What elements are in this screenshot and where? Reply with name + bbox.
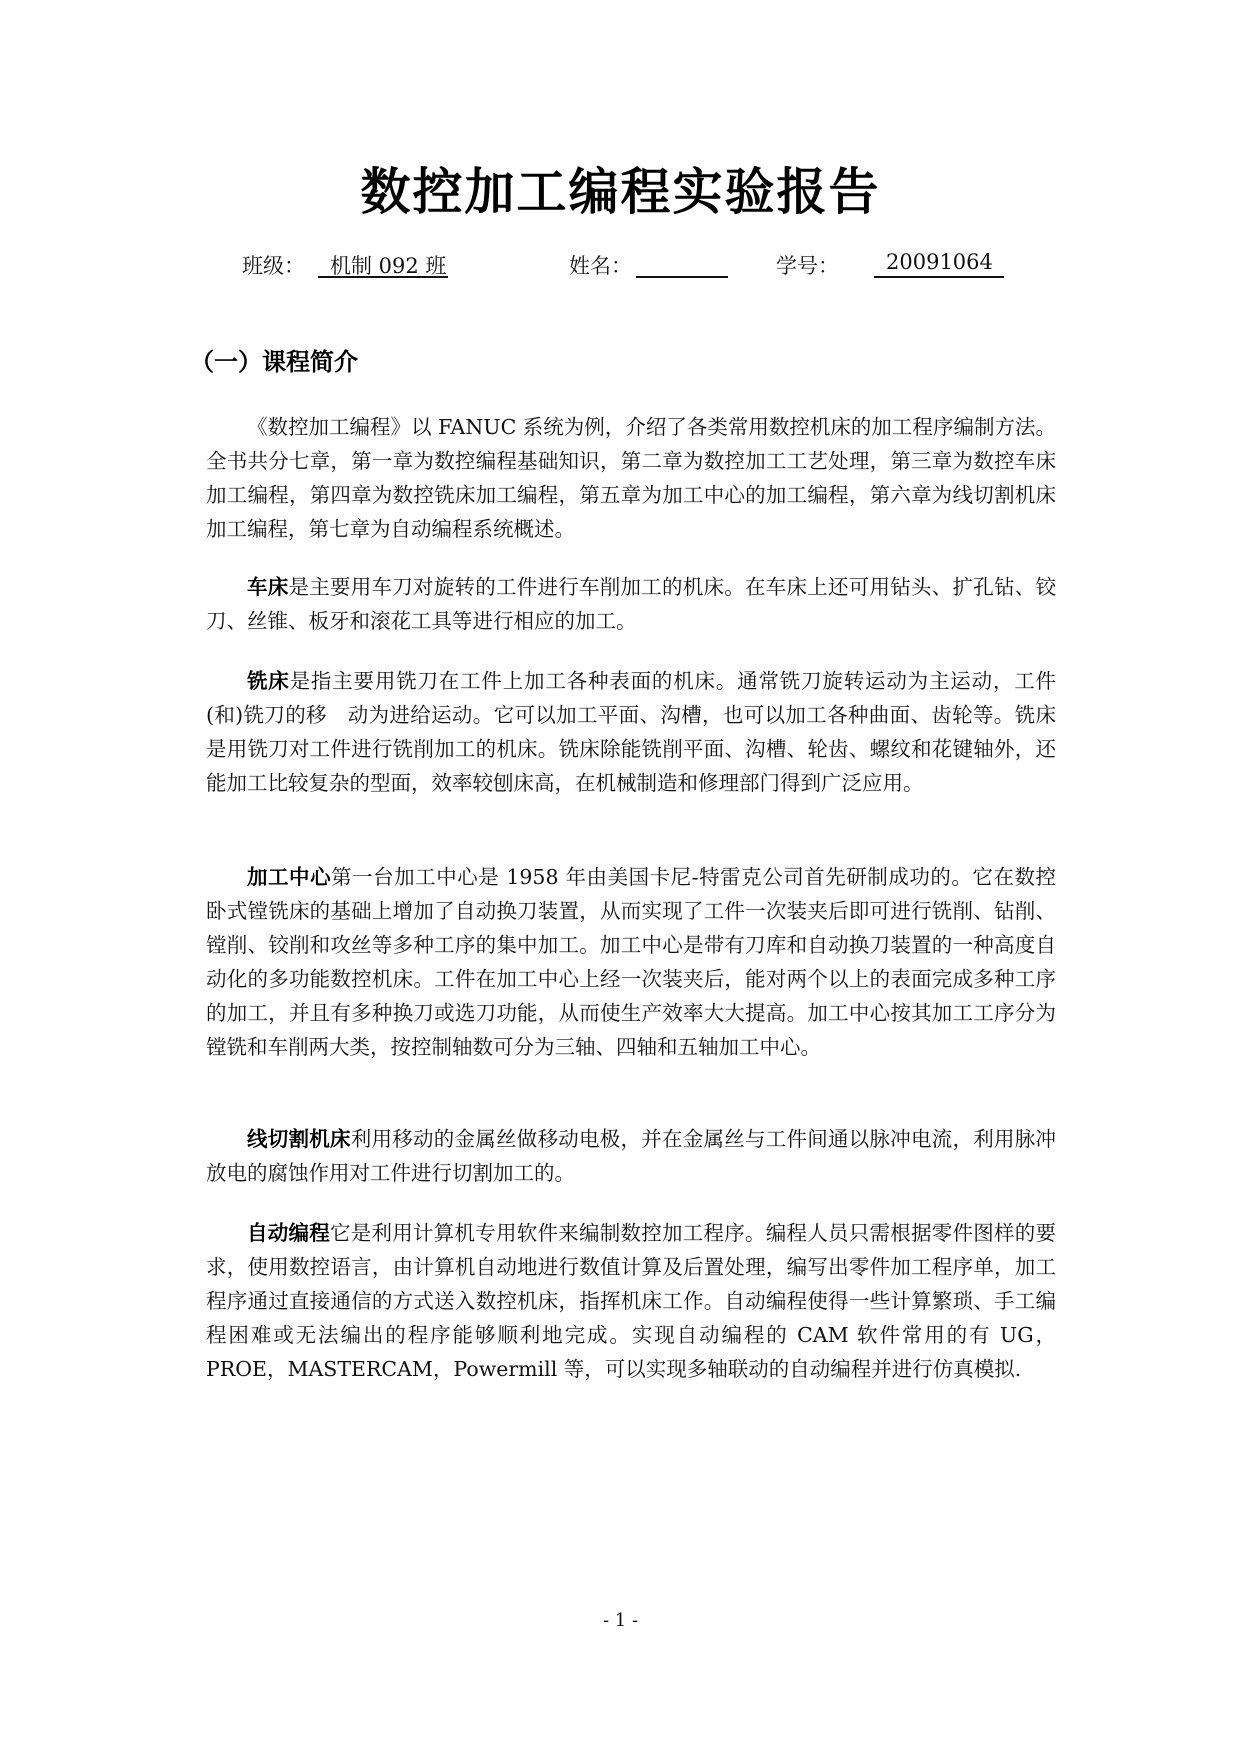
auto-programming-text: 它是利用计算机专用软件来编制数控加工程序。编程人员只需根据零件图样的要求，使用数控语言，由计算机自动地进行数值计算及后置处理，编写出零件加工程序单，加工程序通过直接通信的方式送入数控机床，指挥机床工作。自动编程使得一些计算繁琐、手工编程困难或无法编出的程序能够顺利地完成。实现自动编程的 CAM 软件常用的有 UG，PROE，MASTERCAM，Powermill 等，可以实现多轴联动的自动编程并进行仿真模拟. — [206, 1221, 1056, 1381]
wire-cut-term: 线切割机床 — [247, 1127, 351, 1151]
section-heading: （一）课程简介 — [190, 348, 358, 376]
document-title: 数控加工编程实验报告 — [360, 163, 881, 221]
mill-text: 是指主要用铣刀在工件上加工各种表面的机床。通常铣刀旋转运动为主运动，工件(和)铣刀的移 动为进给运动。它可以加工平面、沟槽，也可以加工各种曲面、齿轮等。铣床是用铣刀对工件进行铣削加工的机床。铣床除能铣削平面、沟槽、轮齿、螺纹和花键轴外，还能加工比较复杂的型面，效率较刨床高，在机械制造和修理部门得到广泛应用。 — [206, 669, 1057, 795]
name-field — [636, 250, 728, 278]
lathe-paragraph — [206, 570, 1056, 638]
wire-cut-text: 利用移动的金属丝做移动电极，并在金属丝与工件间通以脉冲电流，利用脉冲放电的腐蚀作用对工件进行切割加工的。 — [206, 1127, 1056, 1185]
intro-paragraph — [206, 410, 1056, 546]
name-label: 姓名： — [569, 254, 632, 278]
machining-center-term: 加工中心 — [247, 865, 332, 889]
page-number: - 1 - — [602, 1610, 639, 1631]
machining-center-paragraph — [206, 860, 1056, 1064]
lathe-text: 是主要用车刀对旋转的工件进行车削加工的机床。在车床上还可用钻头、扩孔钻、铰刀、丝锥、板牙和滚花工具等进行相应的加工。 — [206, 575, 1056, 633]
wire-cut-paragraph — [206, 1122, 1056, 1190]
intro-text: 《数控加工编程》以 FANUC 系统为例，介绍了各类常用数控机床的加工程序编制方法。全书共分七章，第一章为数控编程基础知识，第二章为数控加工工艺处理，第三章为数控车床加工编程，第四章为数控铣床加工编程，第五章为加工中心的加工编程，第六章为线切割机床加工编程，第七章为自动编程系统概述。 — [206, 415, 1056, 541]
auto-programming-term: 自动编程 — [247, 1221, 330, 1245]
machining-center-text: 第一台加工中心是 1958 年由美国卡尼-特雷克公司首先研制成功的。它在数控卧式镗铣床的基础上增加了自动换刀装置，从而实现了工件一次装夹后即可进行铣削、钻削、镗削、铰削和攻丝等多种工序的集中加工。加工中心是带有刀库和自动换刀装置的一种高度自动化的多功能数控机床。工件在加工中心上经一次装夹后，能对两个以上的表面完成多种工序的加工，并且有多种换刀或选刀功能，从而使生产效率大大提高。加工中心按其加工工序分为镗铣和车削两大类，按控制轴数可分为三轴、四轴和五轴加工中心。 — [206, 865, 1056, 1059]
class-label: 班级： — [242, 254, 305, 278]
student-id-field: 20091064 — [874, 250, 1004, 278]
lathe-term: 车床 — [247, 575, 289, 599]
mill-term: 铣床 — [247, 669, 290, 693]
student-id-label: 学号： — [776, 254, 839, 278]
mill-paragraph — [206, 664, 1056, 800]
class-field: 机制 092 班 — [318, 250, 448, 278]
auto-programming-paragraph — [206, 1216, 1056, 1386]
student-info-row — [242, 248, 1042, 284]
